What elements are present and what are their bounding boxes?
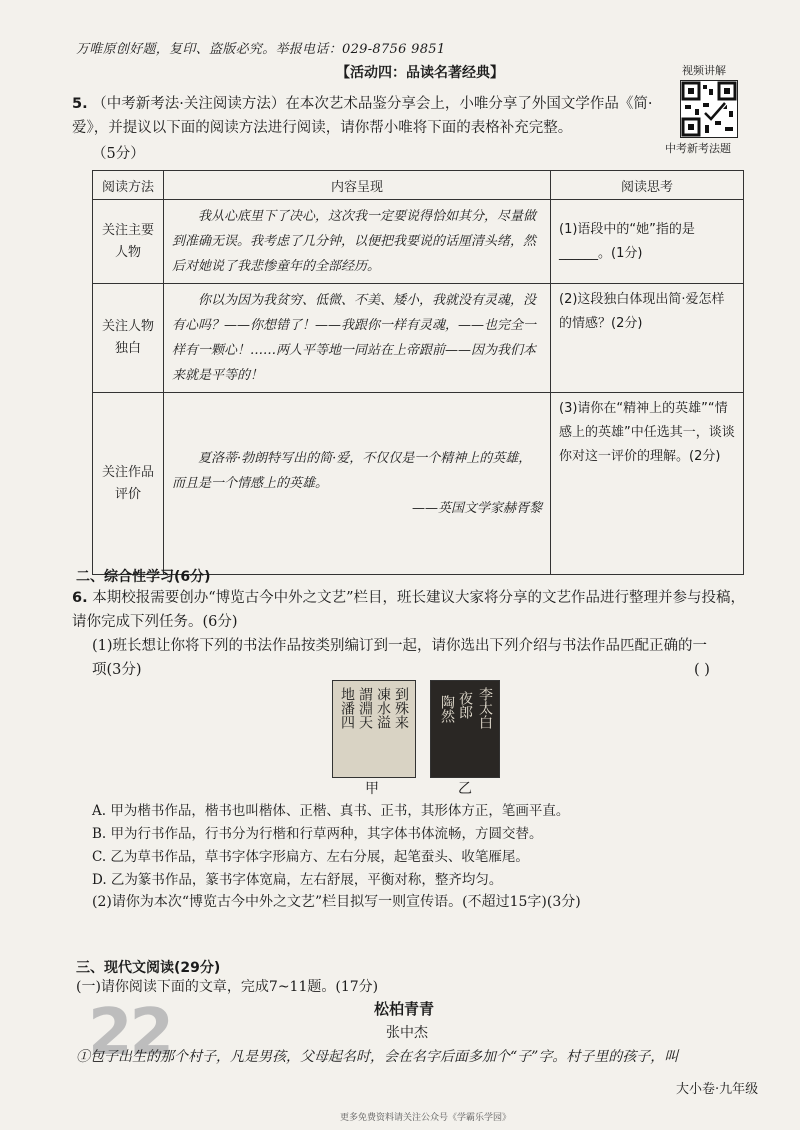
subquestion-1: (1)班长想让你将下列的书法作品按类别编订到一起，请你选出下列介绍与书法作品匹配正确的一项(3分) bbox=[92, 638, 708, 678]
qr-caption: 中考新考法题 bbox=[665, 142, 731, 155]
calligraphy-image-yi: 李太白 夜郎 陶然 bbox=[430, 680, 500, 778]
option-a[interactable]: A. 甲为楷书作品，楷书也叫楷体、正楷、真书、正书，其形体方正，笔画平直。 bbox=[92, 803, 570, 819]
content-text: 我从心底里下了决心，这次我一定要说得恰如其分，尽量做到准确无误。我考虑了几分钟，以便把我要说的话厘清头绪，然后对她说了我悲惨童年的全部经历。 bbox=[172, 209, 537, 274]
content-cell bbox=[164, 284, 551, 393]
option-d[interactable]: D. 乙为篆书作品，篆书字体宽扁，左右舒展，平衡对称，整齐均匀。 bbox=[92, 872, 503, 888]
qr-code-icon[interactable] bbox=[680, 80, 738, 138]
thinking-cell[interactable]: (2)这段独白体现出简·爱怎样的情感？(2分) bbox=[551, 284, 744, 393]
thinking-cell[interactable]: (1)语段中的“她”指的是______。(1分) bbox=[551, 200, 744, 284]
section-title: 三、现代文阅读(29分) bbox=[76, 960, 221, 976]
table-header: 阅读方法 bbox=[93, 171, 164, 200]
table-header: 阅读思考 bbox=[551, 171, 744, 200]
article-author: 张中杰 bbox=[386, 1025, 428, 1041]
footer-note: 更多免费资料请关注公众号《学霸乐学园》 bbox=[340, 1113, 512, 1123]
thinking-cell[interactable]: (3)请你在“精神上的英雄”“情感上的英雄”中任选其一，谈谈你对这一评价的理解。(2分) bbox=[551, 393, 744, 575]
activity-title: 【活动四：品读名著经典】 bbox=[336, 65, 504, 81]
image-label-yi: 乙 bbox=[458, 781, 472, 797]
table-row bbox=[93, 393, 744, 575]
image-label-jia: 甲 bbox=[365, 781, 379, 797]
article-paragraph: ①包子出生的那个村子，凡是男孩，父母起名时，会在名字后面多加个“子”字。村子里的孩子，叫 bbox=[76, 1049, 679, 1065]
content-text: 你以为因为我贫穷、低微、不美、矮小，我就没有灵魂，没有心吗？——你想错了！——我跟你一样有灵魂，——也完全一样有一颗心！……两人平等地一同站在上帝跟前——因为我们本来就是平等的！ bbox=[172, 293, 537, 383]
table-header: 内容呈现 bbox=[164, 171, 551, 200]
question-text: 本期校报需要创办“博览古今中外之文艺”栏目，班长建议大家将分享的文艺作品进行整理并参与投稿，请你完成下列任务。(6分) bbox=[72, 590, 746, 630]
subquestion-2: (2)请你为本次“博览古今中外之文艺”栏目拟写一则宣传语。(不超过15字)(3分) bbox=[92, 894, 581, 910]
reading-method: 关注作品评价 bbox=[93, 393, 164, 575]
article-title: 松柏青青 bbox=[374, 1000, 435, 1018]
series-label: 大小卷·九年级 bbox=[676, 1082, 759, 1097]
option-b[interactable]: B. 甲为行书作品，行书分为行楷和行草两种，其字体书体流畅，方圆交替。 bbox=[92, 826, 543, 842]
option-c[interactable]: C. 乙为草书作品，草书字体字形扁方、左右分展，起笔蚕头、收笔雁尾。 bbox=[92, 849, 529, 865]
header-note: 万唯原创好题，复印、盗版必究。举报电话：029-8756 9851 bbox=[76, 42, 446, 57]
question-5 bbox=[72, 92, 662, 140]
question-number: 5. bbox=[72, 96, 88, 112]
table-row bbox=[93, 200, 744, 284]
section-title: 二、综合性学习(6分) bbox=[76, 569, 211, 585]
content-cell bbox=[164, 393, 551, 575]
reading-method: 关注人物独白 bbox=[93, 284, 164, 393]
table-header-row bbox=[93, 171, 744, 200]
question-6 bbox=[72, 586, 752, 634]
attribution: ——英国文学家赫胥黎 bbox=[411, 501, 542, 516]
answer-paren[interactable]: ( ) bbox=[694, 662, 710, 678]
reading-method: 关注主要人物 bbox=[93, 200, 164, 284]
question-score: （5分） bbox=[92, 146, 145, 162]
content-text: 夏洛蒂·勃朗特写出的简·爱，不仅仅是一个精神上的英雄，而且是一个情感上的英雄。 bbox=[172, 451, 532, 491]
qr-label: 视频讲解 bbox=[682, 64, 726, 77]
table-row bbox=[93, 284, 744, 393]
question-text: （中考新考法·关注阅读方法）在本次艺术品鉴分享会上，小唯分享了外国文学作品《简·爱》，并提议以下面的阅读方法进行阅读，请你帮小唯将下面的表格补充完整。 bbox=[72, 96, 653, 136]
section-subtitle: (一)请你阅读下面的文章，完成7~11题。(17分) bbox=[76, 979, 379, 995]
question-number: 6. bbox=[72, 590, 88, 606]
content-cell bbox=[164, 200, 551, 284]
reading-table bbox=[92, 170, 744, 575]
page-number: 22 bbox=[88, 996, 172, 1070]
calligraphy-image-jia: 到殊来 凍水溢 謂淵天 地潘四 bbox=[332, 680, 416, 778]
